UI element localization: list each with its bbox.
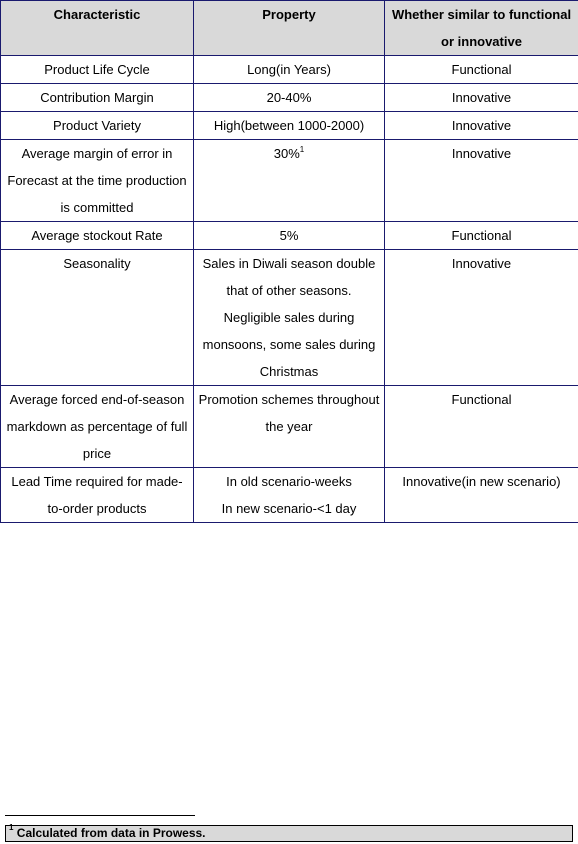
- footnote-separator: [5, 815, 195, 816]
- table-row: [1, 468, 578, 523]
- footnote: [5, 825, 573, 842]
- cell-characteristic: Seasonality: [1, 250, 194, 386]
- table-row: [1, 84, 578, 112]
- cell-type: Functional: [385, 56, 578, 84]
- table-row: [1, 56, 578, 84]
- cell-property: Promotion schemes throughout the year: [194, 386, 385, 468]
- header-characteristic: Characteristic: [1, 1, 194, 56]
- table-row: [1, 250, 578, 386]
- cell-characteristic: Average stockout Rate: [1, 222, 194, 250]
- cell-property: Sales in Diwali season double that of other seasons. Negligible sales during monsoons, some sales during Christmas: [194, 250, 385, 386]
- cell-characteristic: Product Life Cycle: [1, 56, 194, 84]
- header-classification: Whether similar to functional or innovative: [385, 1, 578, 56]
- table-row: [1, 112, 578, 140]
- cell-characteristic: Lead Time required for made-to-order products: [1, 468, 194, 523]
- cell-property: Long(in Years): [194, 56, 385, 84]
- cell-type: Innovative: [385, 250, 578, 386]
- cell-characteristic: Product Variety: [1, 112, 194, 140]
- cell-characteristic: Contribution Margin: [1, 84, 194, 112]
- cell-property: 5%: [194, 222, 385, 250]
- property-line: In old scenario-weeks: [226, 474, 352, 489]
- cell-type: Innovative(in new scenario): [385, 468, 578, 523]
- property-line: In new scenario-<1 day: [221, 501, 357, 516]
- cell-property: [194, 140, 385, 222]
- table-row: [1, 386, 578, 468]
- property-value: 30%: [273, 146, 300, 161]
- footnote-text: Calculated from data in Prowess.: [16, 826, 206, 840]
- cell-characteristic: Average forced end-of-season markdown as percentage of full price: [1, 386, 194, 468]
- cell-property: High(between 1000-2000): [194, 112, 385, 140]
- cell-type: Innovative: [385, 140, 578, 222]
- header-property: Property: [194, 1, 385, 56]
- cell-type: Innovative: [385, 84, 578, 112]
- cell-property: [194, 468, 385, 523]
- table-row: [1, 222, 578, 250]
- cell-characteristic: Average margin of error in Forecast at the time production is committed: [1, 140, 194, 222]
- table-header-row: [1, 1, 578, 56]
- table-row: [1, 140, 578, 222]
- cell-type: Functional: [385, 386, 578, 468]
- footnote-marker: 1: [9, 823, 14, 832]
- cell-type: Functional: [385, 222, 578, 250]
- cell-property: 20-40%: [194, 84, 385, 112]
- cell-type: Innovative: [385, 112, 578, 140]
- footnote-ref: 1: [299, 144, 305, 154]
